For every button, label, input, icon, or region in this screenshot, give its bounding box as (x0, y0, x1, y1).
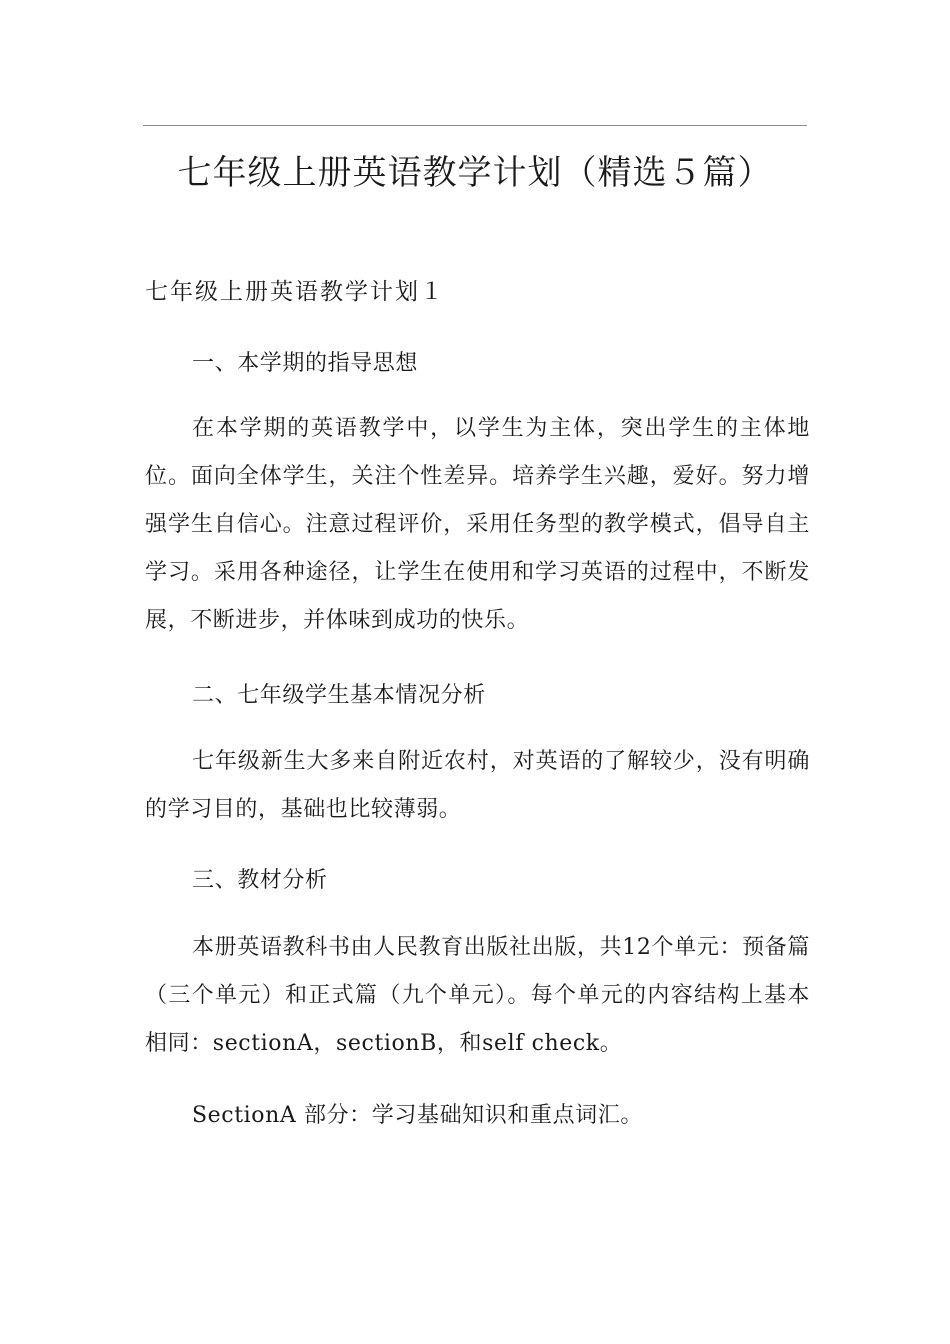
paragraph-textbook-analysis: 本册英语教科书由人民教育出版社出版，共12个单元：预备篇（三个单元）和正式篇（九个单元）。每个单元的内容结构上基本相同：sectionA，sectionB，和self check。 (145, 935, 810, 1056)
paragraph-section-a: SectionA 部分：学习基础知识和重点词汇。 (192, 1103, 643, 1128)
paragraph-student-analysis: 七年级新生大多来自附近农村，对英语的了解较少，没有明确的学习目的，基础也比较薄弱。 (145, 749, 810, 822)
heading-textbook-analysis: 三、教材分析 (192, 868, 328, 893)
header-divider (143, 125, 807, 126)
paragraph-guiding-ideology: 在本学期的英语教学中，以学生为主体，突出学生的主体地位。面向全体学生，关注个性差异。培养学生兴趣，爱好。努力增强学生自信心。注意过程评价，采用任务型的教学模式，倡导自主学习。采用各种途径，让学生在使用和学习英语的过程中，不断发展，不断进步，并体味到成功的快乐。 (145, 416, 810, 633)
section-heading: 七年级上册英语教学计划１ (145, 279, 445, 305)
heading-student-analysis: 二、七年级学生基本情况分析 (192, 683, 486, 708)
document-title: 七年级上册英语教学计划（精选５篇） (177, 153, 773, 193)
heading-guiding-ideology: 一、本学期的指导思想 (192, 351, 419, 376)
